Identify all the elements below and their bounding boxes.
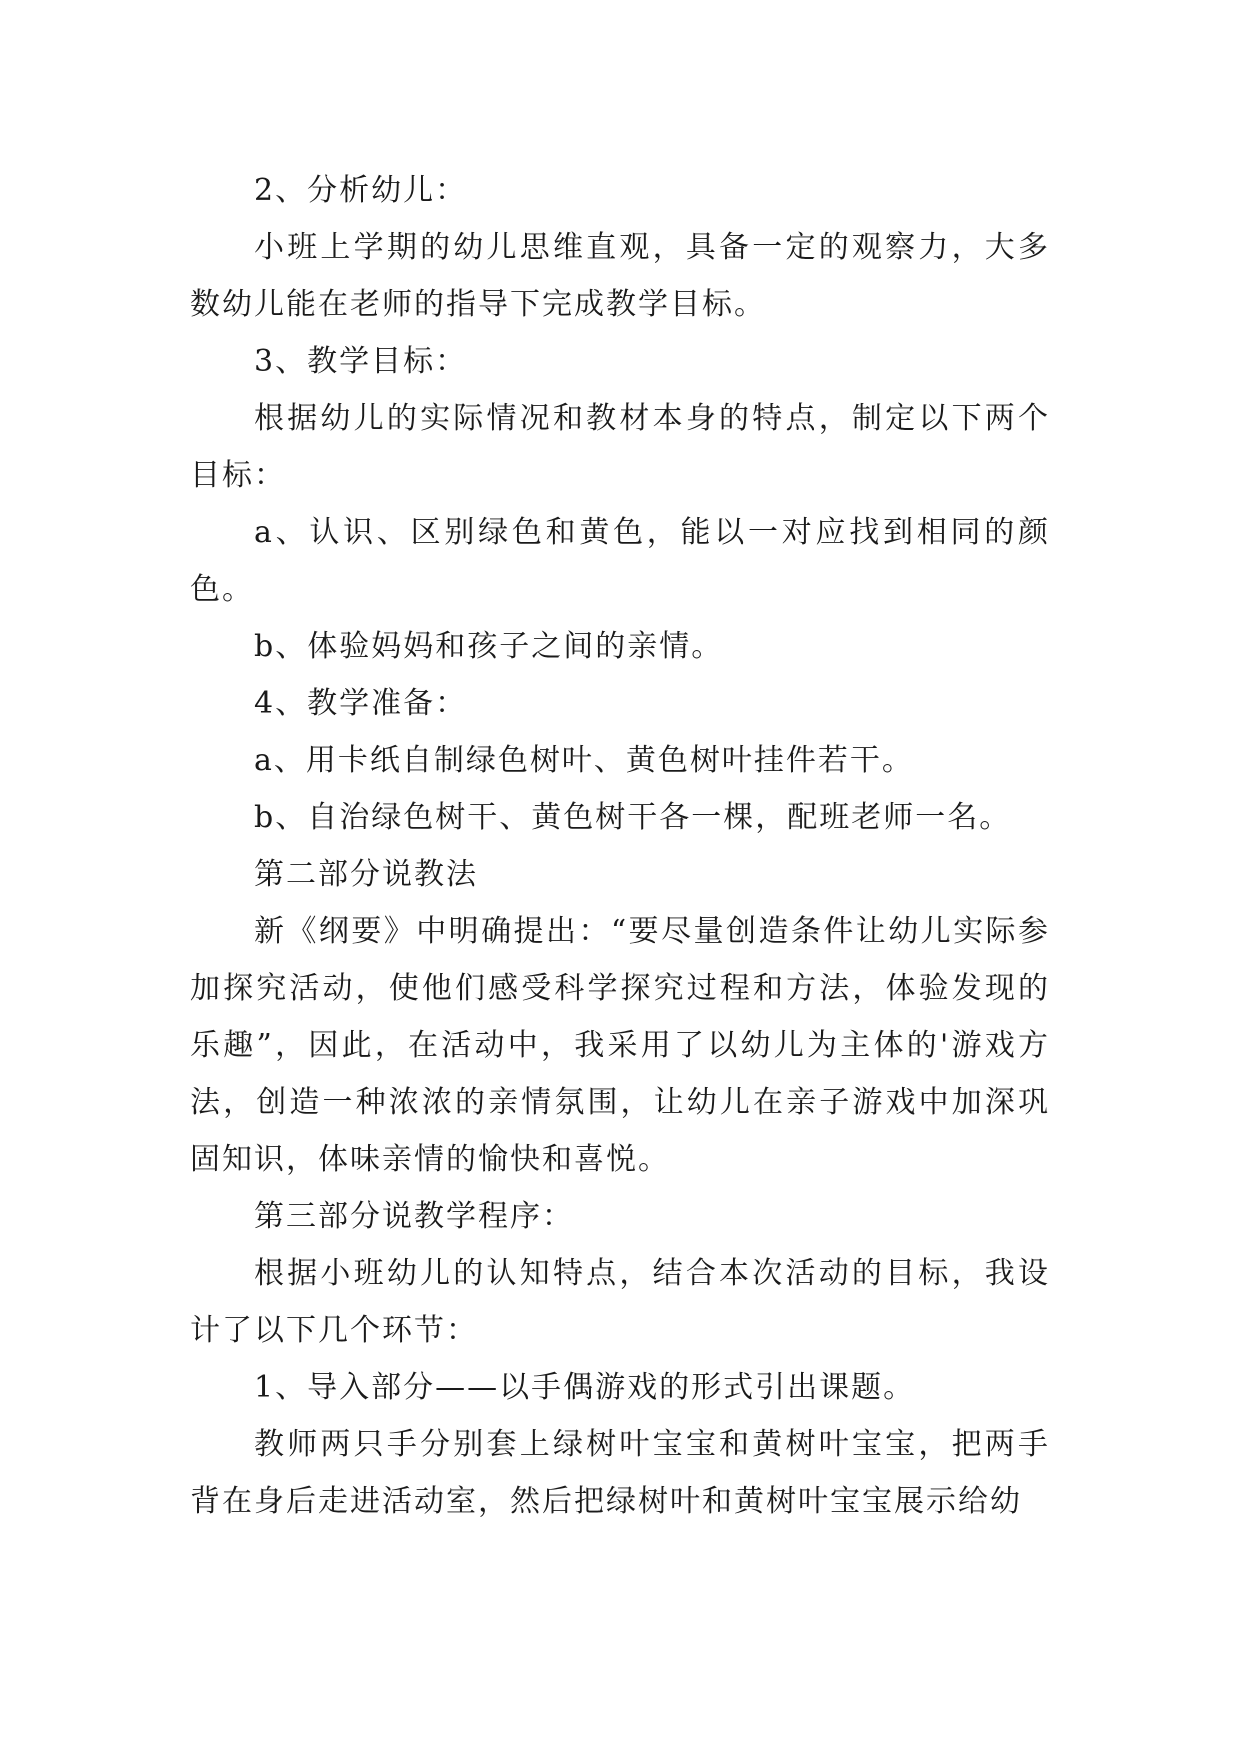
paragraph-analyze-children-heading: 2、分析幼儿： [254, 173, 468, 208]
paragraph-teaching-goals-intro: 根据幼儿的实际情况和教材本身的特点，制定以下两个目标： [190, 401, 1050, 493]
paragraph-prep-b: b、自治绿色树干、黄色树干各一棵，配班老师一名。 [254, 800, 1012, 835]
paragraph-teaching-goals-heading: 3、教学目标： [254, 344, 468, 379]
paragraph-prep-a: a、用卡纸自制绿色树叶、黄色树叶挂件若干。 [254, 743, 914, 778]
paragraph-goal-b: b、体验妈妈和孩子之间的亲情。 [254, 629, 724, 664]
paragraph-goal-a: a、认识、区别绿色和黄色，能以一对应找到相同的颜色。 [190, 515, 1050, 607]
paragraph-teaching-method-body: 新《纲要》中明确提出：“要尽量创造条件让幼儿实际参加探究活动，使他们感受科学探究过程和方法，体验发现的乐趣”，因此，在活动中，我采用了以幼儿为主体的'游戏方法，创造一种浓浓的亲情氛围，让幼儿在亲子游戏中加深巩固知识，体味亲情的愉快和喜悦。 [190, 914, 1050, 1177]
paragraph-step-one-body: 教师两只手分别套上绿树叶宝宝和黄树叶宝宝，把两手背在身后走进活动室，然后把绿树叶和黄树叶宝宝展示给幼 [190, 1427, 1050, 1519]
paragraph-part-two-heading: 第二部分说教法 [254, 857, 478, 892]
document-body [190, 162, 1050, 1530]
paragraph-teaching-prep-heading: 4、教学准备： [254, 686, 468, 721]
paragraph-part-three-heading: 第三部分说教学程序： [254, 1199, 574, 1234]
paragraph-procedure-intro: 根据小班幼儿的认知特点，结合本次活动的目标，我设计了以下几个环节： [190, 1256, 1050, 1348]
paragraph-analyze-children-body: 小班上学期的幼儿思维直观，具备一定的观察力，大多数幼儿能在老师的指导下完成教学目标。 [190, 230, 1050, 322]
paragraph-step-one-heading: 1、导入部分——以手偶游戏的形式引出课题。 [254, 1370, 916, 1405]
